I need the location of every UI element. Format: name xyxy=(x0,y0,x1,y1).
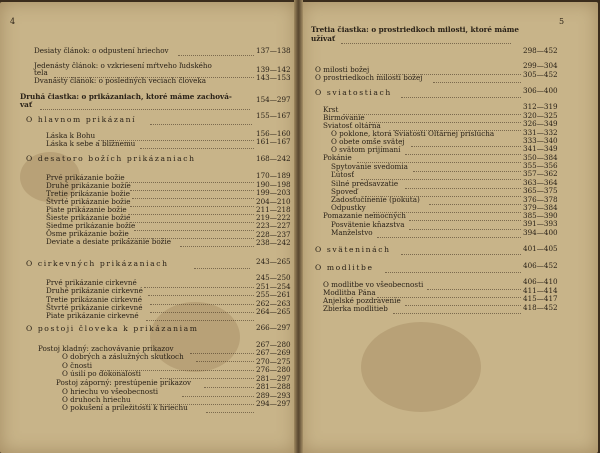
toc-pages: 385—390 xyxy=(523,211,558,220)
toc-entry: Modlitba Pána xyxy=(323,288,376,297)
toc-entry: Pokánie xyxy=(323,153,352,162)
leader-dots xyxy=(40,108,250,110)
leader-dots xyxy=(433,81,521,83)
toc-entry: Anjelské pozdravenie xyxy=(323,296,401,305)
leader-dots xyxy=(180,245,254,247)
toc-entry: Zbierka modlitieb xyxy=(323,304,388,313)
toc-pages: 238—242 xyxy=(256,238,291,247)
leader-dots xyxy=(196,360,254,362)
toc-pages: 415—417 xyxy=(523,294,558,303)
toc-entry: Spytovanie svedomia xyxy=(331,162,408,171)
toc-pages: 294—297 xyxy=(256,399,291,408)
page-number: 4 xyxy=(10,17,16,26)
toc-pages: 137—138 xyxy=(256,46,291,55)
toc-pages: 281—297 xyxy=(256,374,291,383)
toc-pages: 411—414 xyxy=(523,286,558,295)
leader-dots xyxy=(178,54,254,56)
toc-pages: 326—349 xyxy=(523,119,558,128)
toc-entry: O druhoch hriechu xyxy=(62,395,131,404)
leader-dots xyxy=(405,304,521,306)
toc-entry: O pokušení a príležitosti k hriechu xyxy=(62,403,188,412)
subsection-heading: O postoji človeka k prikázaniam xyxy=(26,324,199,333)
toc-pages: 139—142 xyxy=(256,65,291,74)
toc-entry: Siedme prikázanie božie xyxy=(46,221,136,230)
toc-entry: O čnosti xyxy=(62,361,93,370)
toc-entry: Šieste prikázanie božie xyxy=(46,213,131,222)
leader-dots xyxy=(150,303,254,305)
toc-entry: Postoj záporný: prestúpenie príkazov xyxy=(56,378,192,387)
toc-pages: 262—263 xyxy=(256,299,291,308)
leader-dots xyxy=(134,229,254,231)
leader-dots xyxy=(405,153,521,155)
toc-pages: 281—288 xyxy=(256,382,291,391)
toc-pages: 276—280 xyxy=(256,365,291,374)
leader-dots xyxy=(427,288,521,290)
toc-pages: 394—400 xyxy=(523,228,558,237)
leader-dots xyxy=(128,213,254,215)
leader-dots xyxy=(126,181,254,183)
toc-pages: 401—405 xyxy=(523,244,558,253)
toc-pages: 357—362 xyxy=(523,169,558,178)
toc-pages: 228—237 xyxy=(256,230,291,239)
right-page xyxy=(301,2,598,453)
toc-pages: 355—356 xyxy=(523,161,558,170)
toc-entry: Deviate a desiate prikázanie božie xyxy=(46,237,171,246)
toc-entry: O obete omše svätej xyxy=(331,137,405,146)
toc-pages: 306—400 xyxy=(523,86,558,95)
toc-entry: Druhé prikázanie božie xyxy=(46,181,131,190)
leader-dots xyxy=(409,219,521,221)
toc-pages: 333—340 xyxy=(523,136,558,145)
leader-dots xyxy=(150,123,252,125)
leader-dots xyxy=(206,411,254,413)
leader-dots xyxy=(401,96,521,98)
leader-dots xyxy=(132,197,254,199)
leader-dots xyxy=(377,236,521,238)
toc-pages: 418—452 xyxy=(523,303,558,312)
leader-dots xyxy=(190,352,254,354)
leader-dots xyxy=(130,189,254,191)
toc-pages: 154—297 xyxy=(256,95,291,104)
toc-entry: Tretie prikázanie božie xyxy=(46,189,130,198)
subsection-heading: O modlitbe xyxy=(315,263,374,272)
leader-dots xyxy=(401,253,521,255)
leader-dots xyxy=(409,228,521,230)
toc-entry: Jedenásty článok: o vzkriesení mŕtveho ľudského xyxy=(34,61,212,70)
toc-entry: Ľútosť xyxy=(331,170,355,179)
toc-pages: 266—297 xyxy=(256,323,291,332)
toc-entry: Zadosťučinenie (pokuta) xyxy=(331,195,420,204)
leader-dots xyxy=(148,294,254,296)
toc-entry: Dvanásty článok: o posledných veciach človeka xyxy=(34,76,207,85)
toc-entry: Ôsme prikázanie božie xyxy=(46,229,129,238)
toc-pages: 406—410 xyxy=(523,277,558,286)
toc-pages: 170—189 xyxy=(256,171,291,180)
toc-entry: Láska k sebe a blížnemu xyxy=(46,139,136,148)
toc-entry: O svätom prijímaní xyxy=(331,145,401,154)
leader-dots xyxy=(413,170,521,172)
toc-entry: Piate prikázanie cirkevné xyxy=(46,311,139,320)
leader-dots xyxy=(204,386,254,388)
toc-pages: 363—364 xyxy=(523,178,558,187)
leader-dots xyxy=(150,311,254,313)
toc-pages: 267—280 xyxy=(256,340,291,349)
toc-pages: 155—167 xyxy=(256,111,291,120)
toc-pages: 312—319 xyxy=(523,102,558,111)
paper-stain xyxy=(361,322,481,412)
toc-entry: Manželstvo xyxy=(331,228,373,237)
leader-dots xyxy=(393,312,521,314)
leader-dots xyxy=(130,205,254,207)
toc-entry: O dobrých a záslužných skutkoch xyxy=(62,352,184,361)
toc-entry: Štvrté prikázanie božie xyxy=(46,197,131,206)
toc-entry: Birmovanie xyxy=(323,113,365,122)
leader-dots xyxy=(411,145,521,147)
toc-pages: 305—452 xyxy=(523,70,558,79)
toc-pages: 161—167 xyxy=(256,137,291,146)
subsection-heading: O sviatostiach xyxy=(315,88,392,97)
page-number: 5 xyxy=(559,17,565,26)
toc-entry: Desiaty článok: o odpustení hriechov xyxy=(34,46,169,55)
toc-pages: 406—452 xyxy=(523,261,558,270)
toc-entry: O poklone, ktorá Sviatosti Oltárnej prislúcha xyxy=(331,129,495,138)
section-heading: užívať xyxy=(311,34,336,43)
leader-dots xyxy=(140,147,254,149)
toc-entry: Tretie prikázanie cirkevné xyxy=(46,295,143,304)
toc-entry: Posvätenie kňazstva xyxy=(331,220,405,229)
toc-entry: O milosti božej xyxy=(315,65,370,74)
toc-pages: 298—452 xyxy=(523,46,558,55)
toc-pages: 350—384 xyxy=(523,153,558,162)
leader-dots xyxy=(341,42,511,44)
toc-entry: Štvrté prikázanie cirkevné xyxy=(46,303,143,312)
section-heading: Druhá čiastka: o prikázaniach, ktoré máme zachová- xyxy=(20,92,232,101)
toc-pages: 168—242 xyxy=(256,154,291,163)
leader-dots xyxy=(429,203,521,205)
leader-dots xyxy=(182,395,254,397)
toc-pages: 199—203 xyxy=(256,188,291,197)
toc-entry: O úsilí po dokonalosti xyxy=(62,369,141,378)
leader-dots xyxy=(343,113,521,115)
toc-pages: 255—261 xyxy=(256,290,291,299)
toc-entry: tela xyxy=(34,68,48,77)
toc-pages: 264—265 xyxy=(256,307,291,316)
toc-pages: 204—210 xyxy=(256,197,291,206)
toc-pages: 245—250 xyxy=(256,273,291,282)
toc-entry: Druhé prikázanie cirkevné xyxy=(46,286,143,295)
toc-pages: 341—349 xyxy=(523,144,558,153)
toc-pages: 251—254 xyxy=(256,282,291,291)
leader-dots xyxy=(369,121,521,123)
toc-pages: 143—153 xyxy=(256,73,291,82)
toc-entry: Sviatosť oltárna xyxy=(323,121,381,130)
toc-entry: Silné predsavzatie xyxy=(331,179,399,188)
toc-entry: Piate prikázanie božie xyxy=(46,205,127,214)
subsection-heading: O cirkevných prikázaniach xyxy=(26,259,169,268)
leader-dots xyxy=(144,286,254,288)
book-gutter xyxy=(294,0,303,453)
toc-pages: 211—218 xyxy=(256,205,291,214)
subsection-heading: O hlavnom prikázaní xyxy=(26,115,137,124)
toc-pages: 391—393 xyxy=(523,219,558,228)
toc-entry: Prvé prikázanie cirkevné xyxy=(46,278,137,287)
leader-dots xyxy=(385,271,521,273)
toc-entry: Postoj kladný: zachovávanie prikazov xyxy=(38,344,174,353)
toc-entry: Prvé prikázanie božie xyxy=(46,173,125,182)
toc-entry: Láska k Bohu xyxy=(46,131,96,140)
toc-entry: O hriechu vo všeobecnosti xyxy=(62,387,159,396)
toc-pages: 376—378 xyxy=(523,195,558,204)
toc-pages: 270—275 xyxy=(256,357,291,366)
toc-pages: 289—293 xyxy=(256,391,291,400)
toc-entry: Pomazanie nemocných xyxy=(323,211,406,220)
toc-pages: 223—227 xyxy=(256,221,291,230)
toc-pages: 320—325 xyxy=(523,111,558,120)
leader-dots xyxy=(130,221,254,223)
toc-pages: 219—222 xyxy=(256,213,291,222)
toc-pages: 190—198 xyxy=(256,180,291,189)
left-page xyxy=(0,2,296,453)
section-heading: vať xyxy=(20,100,33,109)
toc-pages: 267—269 xyxy=(256,348,291,357)
toc-pages: 243—265 xyxy=(256,257,291,266)
toc-entry: O prostriedkoch milosti božej xyxy=(315,73,423,82)
toc-entry: Odpustky xyxy=(331,203,366,212)
toc-entry: Spoveď xyxy=(331,187,358,196)
leader-dots xyxy=(405,187,521,189)
toc-pages: 299—304 xyxy=(523,61,558,70)
toc-pages: 365—375 xyxy=(523,186,558,195)
toc-entry: Krst xyxy=(323,105,339,114)
leader-dots xyxy=(194,267,250,269)
subsection-heading: O sväteninách xyxy=(315,245,391,254)
toc-pages: 156—160 xyxy=(256,129,291,138)
toc-pages: 331—332 xyxy=(523,128,558,137)
toc-entry: O modlitbe vo všeobecnosti xyxy=(323,280,424,289)
toc-pages: 379—384 xyxy=(523,203,558,212)
section-heading: Tretia čiastka: o prostriedkoch milosti, ktoré máme xyxy=(311,25,519,34)
leader-dots xyxy=(146,319,254,321)
subsection-heading: O desatoro božích prikázaniach xyxy=(26,154,196,163)
